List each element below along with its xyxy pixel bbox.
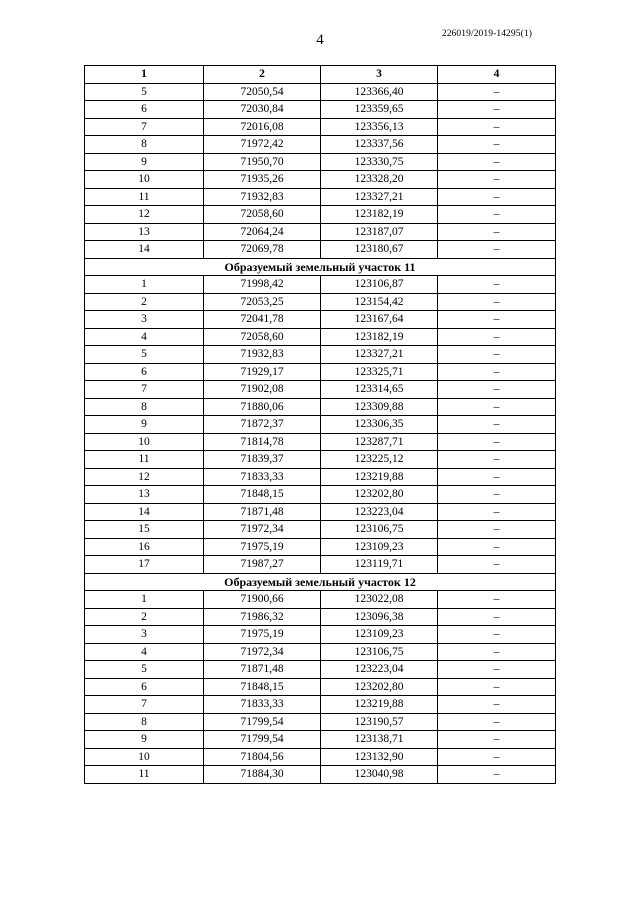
coordinate-y: 123106,87	[321, 276, 438, 294]
column-4-value: –	[438, 346, 556, 364]
coordinate-y: 123219,88	[321, 696, 438, 714]
table-row	[85, 451, 556, 469]
table-row	[85, 766, 556, 784]
table-row	[85, 678, 556, 696]
coordinate-y: 123356,13	[321, 118, 438, 136]
coordinate-x: 71799,54	[204, 713, 321, 731]
point-number: 14	[85, 241, 204, 259]
table-row	[85, 346, 556, 364]
column-4-value: –	[438, 748, 556, 766]
point-number: 9	[85, 153, 204, 171]
header-row	[85, 66, 556, 84]
column-4-value: –	[438, 468, 556, 486]
coordinate-x: 72016,08	[204, 118, 321, 136]
point-number: 7	[85, 118, 204, 136]
coordinate-x: 71900,66	[204, 591, 321, 609]
coordinate-y: 123223,04	[321, 661, 438, 679]
point-number: 6	[85, 678, 204, 696]
table-row	[85, 153, 556, 171]
point-number: 8	[85, 713, 204, 731]
table-row	[85, 591, 556, 609]
table-row	[85, 293, 556, 311]
column-4-value: –	[438, 521, 556, 539]
table-row	[85, 608, 556, 626]
point-number: 9	[85, 731, 204, 749]
coordinate-y: 123306,35	[321, 416, 438, 434]
coordinate-x: 71872,37	[204, 416, 321, 434]
point-number: 1	[85, 276, 204, 294]
coordinate-y: 123109,23	[321, 538, 438, 556]
point-number: 14	[85, 503, 204, 521]
section-title: Образуемый земельный участок 11	[85, 258, 556, 276]
table-row	[85, 643, 556, 661]
column-4-value: –	[438, 696, 556, 714]
table-row	[85, 276, 556, 294]
coordinate-y: 123223,04	[321, 503, 438, 521]
point-number: 1	[85, 591, 204, 609]
column-4-value: –	[438, 416, 556, 434]
coordinate-y: 123366,40	[321, 83, 438, 101]
column-4-value: –	[438, 118, 556, 136]
table-row	[85, 696, 556, 714]
point-number: 10	[85, 171, 204, 189]
coordinate-x: 71871,48	[204, 503, 321, 521]
coordinate-x: 71839,37	[204, 451, 321, 469]
coordinate-x: 72058,60	[204, 206, 321, 224]
coordinate-y: 123096,38	[321, 608, 438, 626]
coordinate-x: 71986,32	[204, 608, 321, 626]
column-4-value: –	[438, 766, 556, 784]
coordinate-y: 123325,71	[321, 363, 438, 381]
section-title-row	[85, 573, 556, 591]
coordinate-y: 123314,65	[321, 381, 438, 399]
coordinate-y: 123287,71	[321, 433, 438, 451]
coordinate-x: 71833,33	[204, 696, 321, 714]
column-4-value: –	[438, 486, 556, 504]
point-number: 13	[85, 223, 204, 241]
coordinate-y: 123154,42	[321, 293, 438, 311]
column-4-value: –	[438, 626, 556, 644]
point-number: 2	[85, 293, 204, 311]
point-number: 5	[85, 83, 204, 101]
coordinate-y: 123202,80	[321, 678, 438, 696]
column-4-value: –	[438, 188, 556, 206]
coordinate-y: 123182,19	[321, 206, 438, 224]
column-4-value: –	[438, 503, 556, 521]
coordinates-table	[84, 65, 556, 784]
column-4-value: –	[438, 206, 556, 224]
table-row	[85, 136, 556, 154]
coordinate-x: 71884,30	[204, 766, 321, 784]
coordinate-x: 72041,78	[204, 311, 321, 329]
column-4-value: –	[438, 328, 556, 346]
column-header: 3	[321, 66, 438, 84]
column-4-value: –	[438, 731, 556, 749]
coordinate-x: 71871,48	[204, 661, 321, 679]
table-row	[85, 661, 556, 679]
coordinate-x: 72064,24	[204, 223, 321, 241]
point-number: 10	[85, 748, 204, 766]
coordinate-x: 72058,60	[204, 328, 321, 346]
column-4-value: –	[438, 293, 556, 311]
coordinate-x: 71975,19	[204, 538, 321, 556]
column-4-value: –	[438, 643, 556, 661]
point-number: 6	[85, 363, 204, 381]
column-4-value: –	[438, 136, 556, 154]
coordinate-x: 71972,42	[204, 136, 321, 154]
coordinate-y: 123167,64	[321, 311, 438, 329]
table-row	[85, 398, 556, 416]
coordinate-y: 123327,21	[321, 346, 438, 364]
point-number: 4	[85, 328, 204, 346]
column-4-value: –	[438, 556, 556, 574]
table-row	[85, 748, 556, 766]
coordinate-x: 71932,83	[204, 188, 321, 206]
column-4-value: –	[438, 433, 556, 451]
coordinate-y: 123106,75	[321, 643, 438, 661]
coordinate-x: 71814,78	[204, 433, 321, 451]
point-number: 9	[85, 416, 204, 434]
page-number: 4	[316, 32, 324, 48]
point-number: 3	[85, 311, 204, 329]
coordinate-x: 71935,26	[204, 171, 321, 189]
point-number: 6	[85, 101, 204, 119]
coordinate-y: 123330,75	[321, 153, 438, 171]
table-row	[85, 731, 556, 749]
table-row	[85, 416, 556, 434]
coordinate-x: 72053,25	[204, 293, 321, 311]
point-number: 5	[85, 661, 204, 679]
point-number: 5	[85, 346, 204, 364]
coordinate-y: 123328,20	[321, 171, 438, 189]
section-title: Образуемый земельный участок 12	[85, 573, 556, 591]
coordinate-x: 72050,54	[204, 83, 321, 101]
column-4-value: –	[438, 608, 556, 626]
point-number: 11	[85, 766, 204, 784]
coordinate-y: 123219,88	[321, 468, 438, 486]
document-id: 226019/2019-14295(1)	[441, 29, 532, 39]
table-row	[85, 223, 556, 241]
table-row	[85, 171, 556, 189]
table-row	[85, 521, 556, 539]
coordinate-y: 123106,75	[321, 521, 438, 539]
coordinate-y: 123225,12	[321, 451, 438, 469]
coordinate-y: 123022,08	[321, 591, 438, 609]
coordinate-x: 72030,84	[204, 101, 321, 119]
table-row	[85, 241, 556, 259]
coordinate-y: 123309,88	[321, 398, 438, 416]
table-row	[85, 311, 556, 329]
point-number: 8	[85, 398, 204, 416]
table-row	[85, 486, 556, 504]
point-number: 12	[85, 206, 204, 224]
column-4-value: –	[438, 83, 556, 101]
coordinate-x: 71998,42	[204, 276, 321, 294]
column-4-value: –	[438, 591, 556, 609]
coordinate-x: 71799,54	[204, 731, 321, 749]
column-4-value: –	[438, 661, 556, 679]
table-row	[85, 433, 556, 451]
point-number: 11	[85, 451, 204, 469]
point-number: 2	[85, 608, 204, 626]
column-4-value: –	[438, 276, 556, 294]
column-4-value: –	[438, 311, 556, 329]
table-row	[85, 118, 556, 136]
column-4-value: –	[438, 171, 556, 189]
table-row	[85, 83, 556, 101]
coordinate-y: 123040,98	[321, 766, 438, 784]
point-number: 11	[85, 188, 204, 206]
column-header: 4	[438, 66, 556, 84]
coordinate-x: 71987,27	[204, 556, 321, 574]
coordinate-x: 71950,70	[204, 153, 321, 171]
column-4-value: –	[438, 451, 556, 469]
point-number: 4	[85, 643, 204, 661]
column-4-value: –	[438, 223, 556, 241]
point-number: 16	[85, 538, 204, 556]
coordinate-x: 71804,56	[204, 748, 321, 766]
coordinate-y: 123132,90	[321, 748, 438, 766]
table-row	[85, 206, 556, 224]
coordinate-y: 123337,56	[321, 136, 438, 154]
point-number: 10	[85, 433, 204, 451]
coordinate-x: 71902,08	[204, 381, 321, 399]
coordinate-x: 71972,34	[204, 521, 321, 539]
table-row	[85, 328, 556, 346]
column-4-value: –	[438, 398, 556, 416]
point-number: 7	[85, 696, 204, 714]
coordinate-y: 123190,57	[321, 713, 438, 731]
table-row	[85, 626, 556, 644]
table-row	[85, 188, 556, 206]
column-4-value: –	[438, 241, 556, 259]
coordinate-x: 71972,34	[204, 643, 321, 661]
coordinate-x: 71929,17	[204, 363, 321, 381]
table-body	[85, 83, 556, 783]
section-title-row	[85, 258, 556, 276]
column-4-value: –	[438, 678, 556, 696]
point-number: 8	[85, 136, 204, 154]
coordinate-y: 123138,71	[321, 731, 438, 749]
column-4-value: –	[438, 538, 556, 556]
table-row	[85, 556, 556, 574]
point-number: 12	[85, 468, 204, 486]
coordinate-y: 123180,67	[321, 241, 438, 259]
column-4-value: –	[438, 101, 556, 119]
column-header: 1	[85, 66, 204, 84]
column-4-value: –	[438, 153, 556, 171]
point-number: 13	[85, 486, 204, 504]
point-number: 3	[85, 626, 204, 644]
coordinate-x: 71932,83	[204, 346, 321, 364]
coordinate-y: 123187,07	[321, 223, 438, 241]
coordinate-x: 71848,15	[204, 486, 321, 504]
coordinate-x: 71975,19	[204, 626, 321, 644]
table-row	[85, 713, 556, 731]
table-row	[85, 381, 556, 399]
table-row	[85, 503, 556, 521]
coordinate-x: 71848,15	[204, 678, 321, 696]
column-4-value: –	[438, 381, 556, 399]
coordinate-x: 71833,33	[204, 468, 321, 486]
coordinate-y: 123327,21	[321, 188, 438, 206]
column-4-value: –	[438, 363, 556, 381]
coordinate-x: 71880,06	[204, 398, 321, 416]
point-number: 7	[85, 381, 204, 399]
column-header: 2	[204, 66, 321, 84]
coordinate-x: 72069,78	[204, 241, 321, 259]
point-number: 17	[85, 556, 204, 574]
table-row	[85, 538, 556, 556]
column-4-value: –	[438, 713, 556, 731]
coordinate-y: 123359,65	[321, 101, 438, 119]
coordinate-y: 123119,71	[321, 556, 438, 574]
table-row	[85, 363, 556, 381]
table-row	[85, 468, 556, 486]
coordinate-y: 123182,19	[321, 328, 438, 346]
coordinate-y: 123202,80	[321, 486, 438, 504]
coordinate-y: 123109,23	[321, 626, 438, 644]
point-number: 15	[85, 521, 204, 539]
table-row	[85, 101, 556, 119]
